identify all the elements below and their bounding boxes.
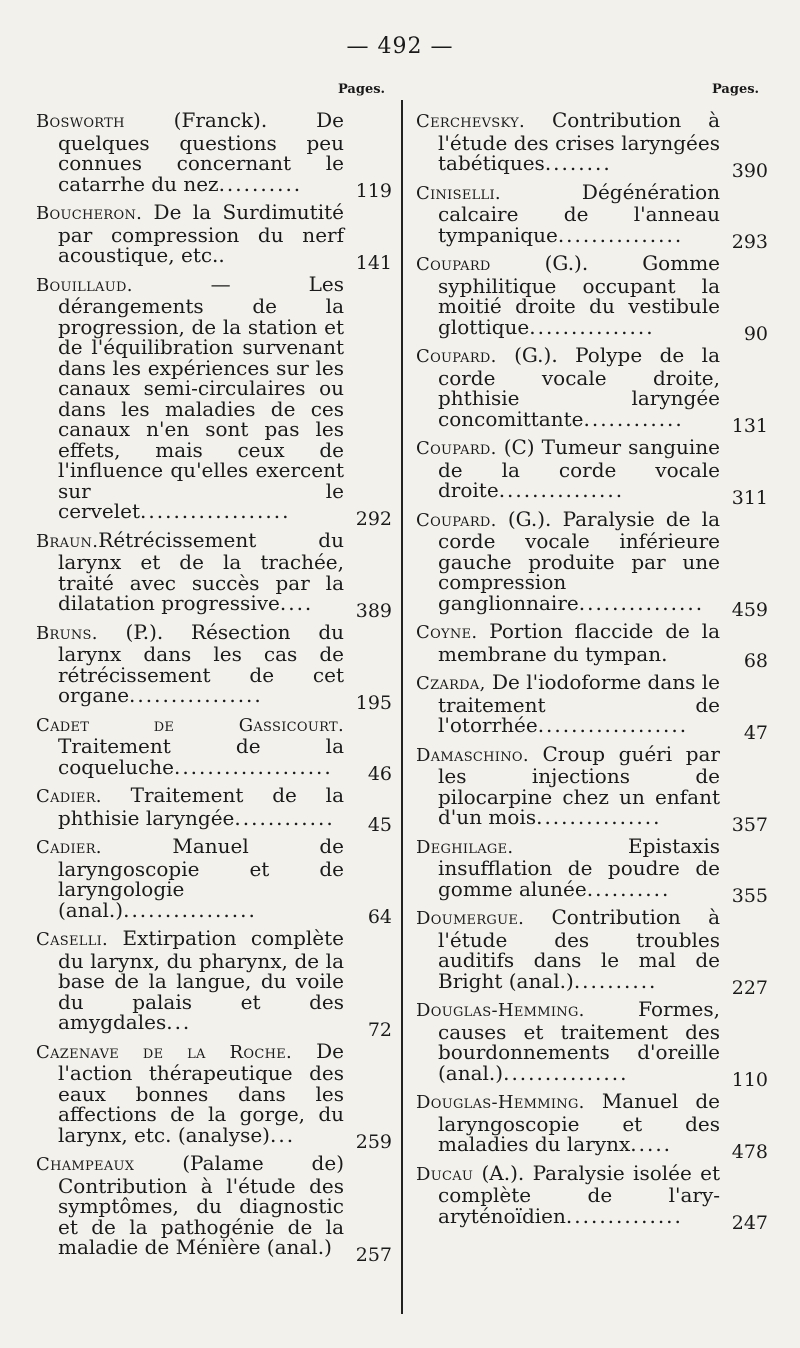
- entry-title: De la Surdimutité par compression du nerf acoustique, etc.: [58, 200, 344, 267]
- entry-page-number: 110: [731, 1069, 768, 1091]
- entry-title: Contribution à l'étude des troubles auditifs dans le mal de Bright (anal.): [438, 905, 720, 993]
- index-entry: [36, 200, 392, 274]
- index-entry: [36, 271, 392, 530]
- entry-author: Coupard: [416, 254, 491, 275]
- entry-author: Bouillaud.: [36, 274, 133, 296]
- entry-title: (G.). Polype de la corde vocale droite, phthisie laryngée concomittante: [438, 343, 720, 431]
- entry-title: Manuel de laryngoscopie et de laryngologie (anal.): [58, 834, 344, 922]
- left-column: [36, 110, 392, 1266]
- dot-leader: ...: [166, 1010, 192, 1034]
- entry-body: [36, 619, 392, 707]
- entry-page-number: 390: [731, 159, 768, 182]
- entry-title: — Les dérangements de la progression, de la station et de l'équilibration survenant dans les expériences sur les canaux semi-circulaires ou dans les maladies de ces canaux n'en sont pas les effets, mais ceux de l'influence qu'elles exercent sur le cervelet: [58, 271, 344, 523]
- dot-leader: .....: [630, 1132, 673, 1156]
- entry-author: Douglas-Hemming.: [416, 1000, 585, 1021]
- entry-page-number: 47: [743, 721, 768, 744]
- dot-leader: ..........: [573, 968, 658, 993]
- dot-leader: ..................: [140, 499, 291, 523]
- dot-leader: ...............: [503, 1060, 629, 1085]
- entry-body: [416, 506, 768, 615]
- entry-author: Bruns.: [36, 622, 98, 644]
- entry-author: Coupard.: [416, 509, 497, 531]
- entry-title: Dégénération calcaire de l'anneau tympanique: [438, 179, 720, 247]
- entry-title: Epistaxis insufflation de poudre de gomme alunée: [438, 833, 720, 901]
- index-entry: [416, 179, 768, 253]
- entry-author: Cadier.: [36, 837, 102, 858]
- page-number: — 492 —: [346, 34, 454, 59]
- entry-title: De l'iodoforme dans le traitement de l'otorrhée: [438, 670, 721, 737]
- entry-title: Rétrécissement du larynx et de la trachée, traité avec succès par la dilatation progressive: [58, 527, 344, 615]
- index-entry: [36, 926, 392, 1041]
- entry-page-number: 141: [355, 251, 392, 274]
- entry-title: (G.). Gomme syphilitique occupant la moitié droite du vestibule glottique: [438, 251, 720, 339]
- entry-body: [36, 110, 392, 194]
- dot-leader: ..........: [218, 171, 303, 196]
- entry-body: [416, 437, 768, 501]
- index-entry: [416, 833, 768, 907]
- entry-author: Ducau: [416, 1163, 474, 1185]
- index-entry: [416, 108, 768, 182]
- entry-body: [416, 345, 768, 429]
- entry-author: Cadet de Gassicourt.: [36, 714, 344, 736]
- entry-body: [416, 999, 768, 1083]
- entry-title: Contribution à l'étude des crises laryngées tabétiques: [438, 108, 720, 175]
- dot-leader: ..............: [565, 1203, 683, 1228]
- entry-body: [36, 1153, 392, 1258]
- dot-leader: ..................: [537, 713, 689, 737]
- dot-leader: ............: [234, 805, 335, 830]
- pages-label-left: Pages.: [338, 82, 386, 97]
- entry-author: Braun.: [36, 530, 99, 552]
- entry-page-number: 64: [367, 906, 392, 928]
- entry-author: Douglas-Hemming.: [416, 1092, 585, 1113]
- entry-body: [416, 110, 768, 174]
- entry-body: [36, 202, 392, 266]
- index-entry: [416, 741, 768, 836]
- entry-page-number: 292: [355, 507, 392, 530]
- column-divider: [401, 100, 403, 1314]
- index-entry: [416, 343, 768, 437]
- dot-leader: ...............: [578, 590, 705, 615]
- entry-author: Coupard.: [416, 438, 497, 459]
- entry-title: Extirpation complète du larynx, du pharynx, de la base de la langue, du voile du palais et des amygdales: [58, 926, 344, 1034]
- entry-author: Bosworth: [36, 111, 125, 132]
- entry-page-number: 311: [731, 486, 768, 509]
- index-entry: [36, 714, 392, 785]
- entry-body: [416, 833, 768, 901]
- dot-leader: ....: [279, 591, 314, 615]
- entry-body: [36, 1038, 392, 1147]
- entry-title: Traitement de la phthisie laryngée: [58, 783, 344, 830]
- index-entry: [36, 783, 392, 836]
- index-entry: [416, 997, 768, 1091]
- right-column: [416, 110, 768, 1234]
- index-entry: [416, 1160, 768, 1234]
- dot-leader: ...............: [529, 314, 655, 339]
- entry-body: [416, 672, 768, 736]
- entry-page-number: 131: [731, 415, 768, 437]
- index-entry: [416, 506, 768, 621]
- index-entry: [36, 619, 392, 714]
- entry-page-number: 72: [367, 1018, 392, 1041]
- dot-leader: ...................: [173, 754, 333, 779]
- entry-author: Czarda,: [416, 673, 486, 694]
- entry-page-number: 259: [355, 1131, 392, 1153]
- entry-body: [36, 836, 392, 920]
- entry-author: Cazenave de la Roche.: [36, 1041, 293, 1063]
- index-entry: [416, 251, 768, 345]
- entry-page-number: 293: [731, 231, 768, 253]
- entry-body: [416, 1091, 768, 1155]
- entry-body: [416, 253, 768, 337]
- entry-body: [416, 741, 768, 829]
- entry-page-number: 195: [355, 691, 392, 714]
- entry-title: (C) Tumeur sanguine de la corde vocale droite: [438, 435, 720, 502]
- entry-author: Doumergue.: [416, 908, 525, 929]
- entry-title: Traitement de la coqueluche: [58, 734, 344, 779]
- entry-body: [36, 714, 392, 778]
- index-entry: [416, 670, 768, 744]
- entry-page-number: 46: [367, 763, 392, 785]
- entry-page-number: 90: [743, 323, 768, 345]
- entry-page-number: 45: [367, 814, 392, 836]
- entry-page-number: 389: [355, 599, 392, 622]
- entry-page-number: 119: [355, 180, 392, 202]
- dot-leader: ............: [583, 406, 684, 431]
- entry-body: [36, 785, 392, 828]
- entry-title: (P.). Résection du larynx dans les cas de rétrécissement de cet organe: [58, 619, 344, 707]
- entry-page-number: 68: [743, 650, 768, 672]
- entry-page-number: 355: [731, 885, 768, 907]
- entry-author: Cerchevsky.: [416, 111, 526, 132]
- index-entry: [416, 435, 768, 509]
- index-entry: [36, 527, 392, 622]
- pages-label-right: Pages.: [712, 82, 760, 97]
- entry-page-number: 459: [731, 599, 768, 621]
- entry-author: Cadier.: [36, 786, 102, 807]
- entry-title: (A.). Paralysie isolée et complète de l'ary-aryténoïdien: [438, 1160, 720, 1228]
- entry-body: [416, 907, 768, 991]
- dot-leader: ...............: [536, 805, 662, 829]
- dot-leader: ..........: [586, 876, 671, 901]
- entry-body: [416, 1160, 768, 1228]
- index-entry: [416, 905, 768, 999]
- entry-author: Damaschino.: [416, 744, 529, 766]
- entry-body: [36, 527, 392, 615]
- entry-body: [416, 621, 768, 664]
- entry-title: (Palame de) Contribution à l'étude des symptômes, du diagnostic et de la pathogénie de la maladie de Ménière (anal.): [58, 1151, 344, 1259]
- entry-body: [36, 271, 392, 523]
- index-entry: [36, 834, 392, 928]
- index-entry: [36, 1151, 392, 1266]
- index-entry: [416, 1089, 768, 1163]
- entry-page-number: 247: [731, 1212, 768, 1234]
- dot-leader: ................: [129, 683, 263, 707]
- index-entry: [36, 1038, 392, 1153]
- entry-author: Boucheron.: [36, 203, 143, 224]
- entry-title: Croup guéri par les injections de pilocarpine chez un enfant d'un mois: [438, 741, 720, 829]
- entry-title: (Franck). De quelques questions peu connues concernant le catarrhe du nez: [58, 108, 344, 196]
- entry-author: Champeaux: [36, 1154, 135, 1175]
- entry-title: Manuel de laryngoscopie et des maladies du larynx: [438, 1089, 720, 1156]
- entry-title: (G.). Paralysie de la corde vocale inférieure gauche produite par une compression ganglionnaire: [438, 506, 720, 615]
- entry-author: Caselli.: [36, 929, 109, 950]
- index-entry: [416, 619, 768, 672]
- dot-leader: .: [218, 243, 227, 267]
- entry-body: [36, 928, 392, 1033]
- entry-body: [416, 179, 768, 247]
- entry-page-number: 227: [731, 977, 768, 999]
- dot-leader: ...: [269, 1122, 296, 1147]
- entry-author: Coupard.: [416, 346, 497, 367]
- dot-leader: ................: [123, 897, 257, 922]
- entry-title: Formes, causes et traitement des bourdonnements d'oreille (anal.): [438, 997, 720, 1085]
- entry-author: Ciniselli.: [416, 182, 501, 204]
- dot-leader: ...............: [557, 222, 684, 247]
- index-entry: [36, 108, 392, 202]
- entry-author: Coyne.: [416, 622, 478, 643]
- entry-title: Portion flaccide de la membrane du tympan.: [438, 619, 720, 666]
- entry-title: De l'action thérapeutique des eaux bonnes dans les affections de la gorge, du larynx, etc. (analyse): [58, 1038, 345, 1147]
- dot-leader: ........: [544, 151, 612, 175]
- entry-page-number: 357: [731, 813, 768, 836]
- entry-page-number: 478: [731, 1140, 768, 1163]
- entry-author: Deghilage.: [416, 836, 514, 858]
- entry-page-number: 257: [355, 1243, 392, 1266]
- dot-leader: ...............: [498, 478, 625, 502]
